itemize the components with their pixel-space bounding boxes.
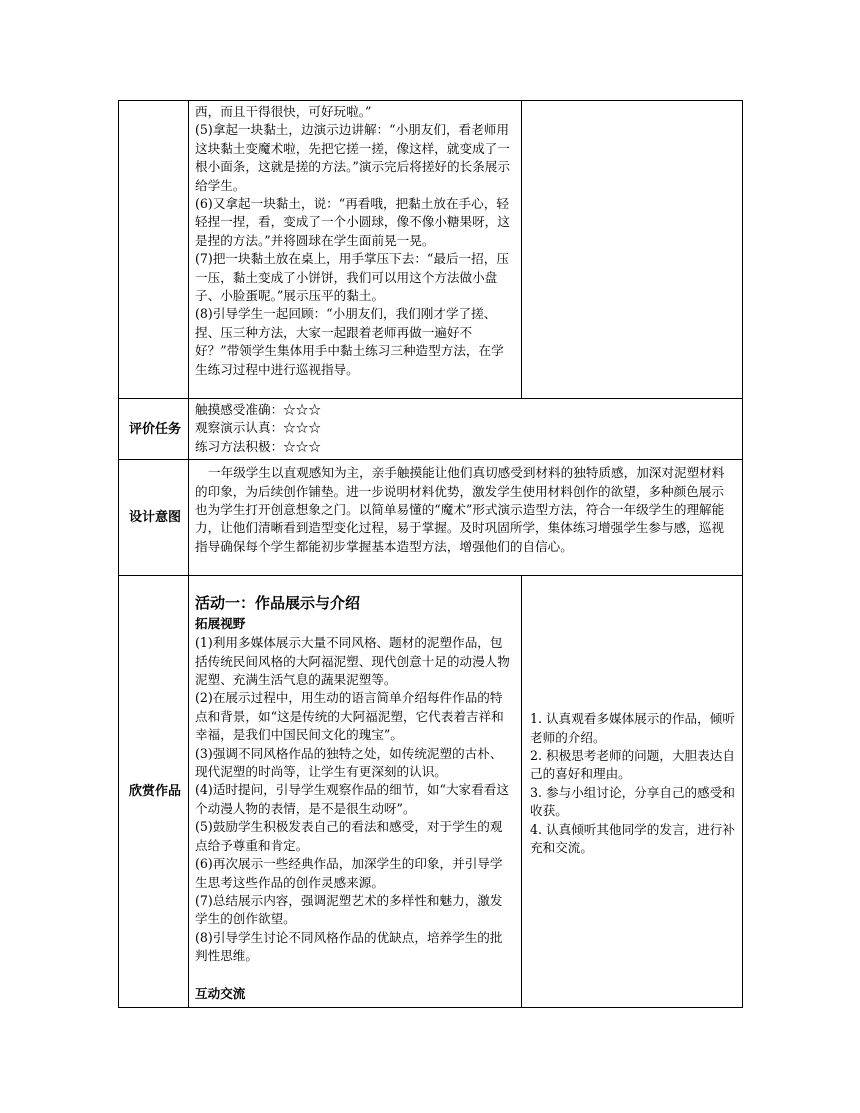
- evaluation-cell: [189, 399, 743, 460]
- table-row-process: [119, 101, 743, 399]
- row-label-empty: [119, 101, 189, 399]
- design-intent-cell: [189, 460, 743, 576]
- evaluation-label: 评价任务: [119, 399, 189, 460]
- subhead-expand-horizon: 拓展视野: [195, 616, 246, 632]
- process-line: (8)引导学生一起回顾：“小朋友们，我们刚才学了搓、捏、压三种方法，大家一起跟着老师再做一遍好不好？”带领学生集体用手中黏土练习三种造型方法，在学生练习过程中进行巡视指导。: [195, 306, 504, 377]
- student-activity-item: 1. 认真观看多媒体展示的作品，倾听老师的介绍。: [530, 711, 735, 745]
- appreciate-line: (4)适时提问，引导学生观察作品的细节，如“大家看看这个动漫人物的表情，是不是很生动呀”。: [195, 782, 509, 816]
- student-activity-item: 2. 积极思考老师的问题，大胆表达自己的喜好和理由。: [530, 748, 735, 782]
- evaluation-item: 观察演示认真：☆☆☆: [195, 420, 321, 436]
- appreciate-line: (6)再次展示一些经典作品，加深学生的印象，并引导学生思考这些作品的创作灵感来源。: [195, 856, 503, 890]
- process-line: 西，而且干得很快，可好玩啦。”: [195, 104, 372, 119]
- table-row-appreciate: [119, 576, 743, 1007]
- appreciate-line: (2)在展示过程中，用生动的语言简单介绍每件作品的特点和背景，如“这是传统的大阿福泥塑，它代表着吉祥和幸福，是我们中国民间文化的瑰宝”。: [195, 690, 504, 743]
- appreciate-cell: [189, 576, 522, 1007]
- student-activity-item: 4. 认真倾听其他同学的发言，进行补充和交流。: [530, 821, 735, 856]
- activity-title: 活动一：作品展示与介绍: [195, 594, 361, 613]
- design-intent-text: 一年级学生以直观感知为主，亲手触摸能让他们真切感受到材料的独特质感，加深对泥塑材料的印象，为后续创作铺垫。进一步说明材料优势，激发学生使用材料创作的欲望，多种颜色展示也为学生打开创意想象之门。以简单易懂的“魔术”形式演示造型方法，符合一年级学生的理解能力，让他们清晰看到造型变化过程，易于掌握。及时巩固所学，集体练习增强学生参与感，巡视指导确保每个学生都能初步掌握基本造型方法，增强他们的自信心。: [195, 465, 725, 554]
- process-line: (5)拿起一块黏土，边演示边讲解：“小朋友们，看老师用这块黏土变魔术啦，先把它搓一搓，像这样，就变成了一根小面条，这就是搓的方法。”演示完后将搓好的长条展示给学生。: [195, 122, 510, 193]
- appreciate-label: 欣赏作品: [119, 576, 189, 1007]
- appreciate-line: (1)利用多媒体展示大量不同风格、题材的泥塑作品，包括传统民间风格的大阿福泥塑、现代创意十足的动漫人物泥塑、充满生活气息的蔬果泥塑等。: [195, 635, 510, 688]
- appreciate-line: (3)强调不同风格作品的独特之处，如传统泥塑的古朴、现代泥塑的时尚等，让学生有更深刻的认识。: [195, 745, 503, 780]
- process-cell: [189, 101, 522, 399]
- table-row-design-intent: [119, 460, 743, 576]
- appreciate-line: (5)鼓励学生积极发表自己的看法和感受，对于学生的观点给予尊重和肯定。: [195, 819, 503, 853]
- table-row-evaluation: [119, 399, 743, 460]
- subhead-interaction: 互动交流: [195, 985, 246, 1001]
- spacer: [195, 966, 515, 984]
- student-activity-cell: [522, 576, 743, 1007]
- appreciate-line: (8)引导学生讨论不同风格作品的优缺点，培养学生的批判性思维。: [195, 929, 503, 964]
- lesson-plan-table: [118, 100, 743, 1008]
- process-line: (7)把一块黏土放在桌上，用手掌压下去：“最后一招，压一压，黏土变成了小饼饼，我们可以用这个方法做小盘子、小脸蛋呢。”展示压平的黏土。: [195, 251, 509, 304]
- appreciate-line: (7)总结展示内容，强调泥塑艺术的多样性和魅力，激发学生的创作欲望。: [195, 892, 503, 927]
- design-intent-label: 设计意图: [119, 460, 189, 576]
- student-activity-cell-empty: [522, 101, 743, 399]
- evaluation-item: 触摸感受准确：☆☆☆: [195, 402, 321, 417]
- evaluation-item: 练习方法积极：☆☆☆: [195, 438, 321, 454]
- student-activity-item: 3. 参与小组讨论，分享自己的感受和收获。: [530, 784, 735, 819]
- process-line: (6)又拿起一块黏土，说：“再看哦，把黏土放在手心，轻轻捏一捏，看，变成了一个小圆球，像不像小糖果呀，这是捏的方法。”并将圆球在学生面前晃一晃。: [195, 196, 510, 248]
